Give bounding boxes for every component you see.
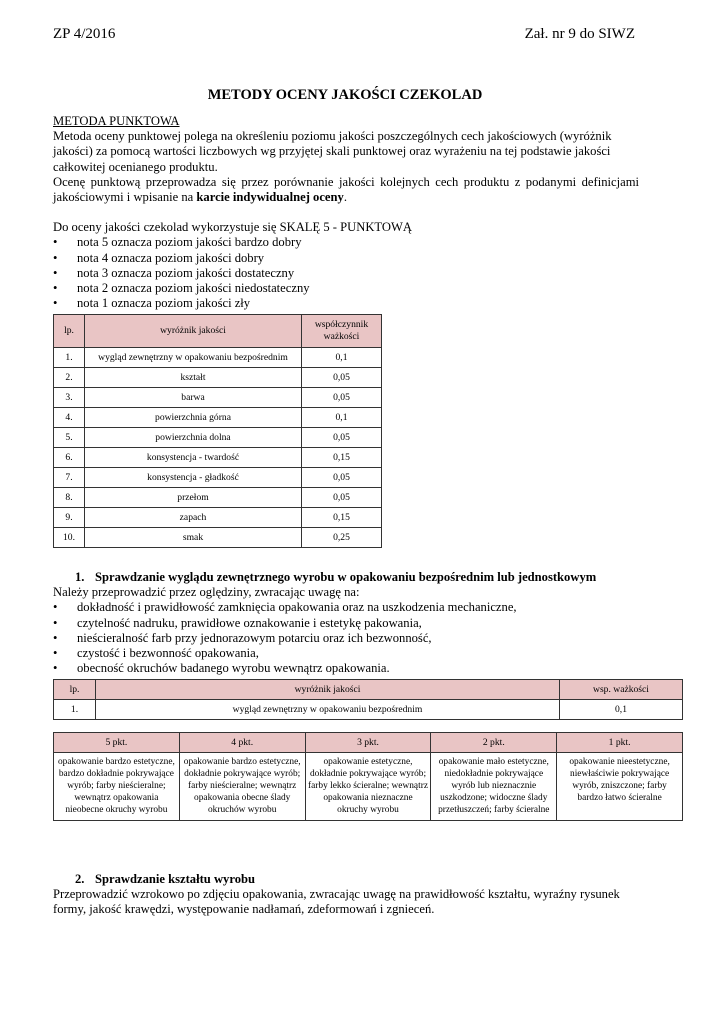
list-item: • nota 5 oznacza poziom jakości bardzo dobry [53,235,639,250]
table-header-row [54,680,683,700]
list-item: • nota 4 oznacza poziom jakości dobry [53,251,639,266]
appearance-weight-table [53,679,683,720]
list-item: • czytelność nadruku, prawidłowe oznakowanie i estetykę pakowania, [53,616,653,631]
section-1-heading: 1. Sprawdzanie wyglądu zewnętrznego wyrobu w opakowaniu bezpośrednim lub jednostkowym [75,570,597,584]
col-lp: lp. [54,680,96,700]
scale-intro: Do oceny jakości czekolad wykorzystuje się SKALĘ 5 - PUNKTOWĄ [53,220,412,235]
grade-2-header: 2 pkt. [431,733,557,753]
table-row: 5. powierzchnia dolna 0,05 [54,428,382,448]
table-row: 1. wygląd zewnętrzny w opakowaniu bezpośrednim 0,1 [54,700,683,720]
method-section [53,114,639,311]
section-1-list [53,600,653,676]
list-item: • nota 3 oznacza poziom jakości dostateczny [53,266,639,281]
grade-3-description: opakowanie estetyczne, dokładnie pokrywające wyrób; farby lekko ścieralne; wewnątrz opakowania nieznaczne okruchy wyrobu [305,753,431,821]
table-row: 9. zapach 0,15 [54,508,382,528]
col-feature: wyróżnik jakości [85,315,302,348]
table-header-row [54,315,382,348]
document-title: METODY OCENY JAKOŚCI CZEKOLAD [207,87,483,103]
header-attachment: Zał. nr 9 do SIWZ [524,26,635,42]
table-header-row [54,733,683,753]
table-row: 7. konsystencja - gładkość 0,05 [54,468,382,488]
table-row: 4. powierzchnia górna 0,1 [54,408,382,428]
list-item: • czystość i bezwonność opakowania, [53,646,653,661]
grade-1-header: 1 pkt. [557,733,683,753]
section-1 [53,570,653,676]
section-2-heading: 2. Sprawdzanie kształtu wyrobu [75,872,256,886]
grade-1-description: opakowanie nieestetyczne, niewłaściwie pokrywające wyrób, zniszczone; farby bardzo łatwo ścieralne [557,753,683,821]
scale-list [53,235,639,311]
col-weight: wsp. ważkości [560,680,683,700]
list-item: • nieścieralność farb przy jednorazowym potarciu oraz ich bezwonność, [53,631,653,646]
method-paragraph-1: Metoda oceny punktowej polega na określeniu poziomu jakości poszczególnych cech jakościowych (wyróżnik jakości) za pomocą wartości liczbowych wg przyjętej skali punktowej oraz wyrażeniu na tej podstawie jakości całkowitej ocenianego produktu. [53,129,612,174]
grade-2-description: opakowanie mało estetyczne, niedokładnie pokrywające wyrób lub nieznacznie uszkodzone; widoczne ślady przetłuszczeń; farby ścieralne [431,753,557,821]
table-row [54,753,683,821]
grade-4-header: 4 pkt. [179,733,305,753]
list-item: • nota 1 oznacza poziom jakości zły [53,296,639,311]
section-2-text: Przeprowadzić wzrokowo po zdjęciu opakowania, zwracając uwagę na prawidłowość kształtu, wyraźny rysunek formy, jakość krawędzi, występowanie nadłamań, zdeformowań i zgnieceń. [53,887,620,917]
grade-3-header: 3 pkt. [305,733,431,753]
method-paragraph-2: Ocenę punktową przeprowadza się przez porównanie jakości kolejnych cech produktu z podanymi definicjami jakościowymi i wpisanie na karcie indywidualnej oceny. [53,174,639,205]
col-lp: lp. [54,315,85,348]
appearance-grades-table [53,732,683,821]
table-row: 6. konsystencja - twardość 0,15 [54,448,382,468]
grade-4-description: opakowanie bardzo estetyczne, dokładnie pokrywające wyrób; farby nieścieralne; wewnątrz opakowania obecne ślady okruchów wyrobu [179,753,305,821]
grade-5-header: 5 pkt. [54,733,180,753]
table-row: 1. wygląd zewnętrzny w opakowaniu bezpośrednim 0,1 [54,348,382,368]
table-row: 2. kształt 0,05 [54,368,382,388]
col-feature: wyróżnik jakości [96,680,560,700]
table-row: 3. barwa 0,05 [54,388,382,408]
list-item: • obecność okruchów badanego wyrobu wewnątrz opakowania. [53,661,653,676]
col-coefficient: współczynnik ważkości [302,315,382,348]
weights-table [53,314,382,548]
method-heading: METODA PUNKTOWA [53,114,180,128]
list-item: • dokładność i prawidłowość zamknięcia opakowania oraz na uszkodzenia mechaniczne, [53,600,653,615]
table-row: 8. przełom 0,05 [54,488,382,508]
section-2 [53,872,653,918]
header-reference: ZP 4/2016 [53,26,116,42]
section-1-intro: Należy przeprowadzić przez oględziny, zwracając uwagę na: [53,585,360,600]
individual-card-emphasis: karcie indywidualnej oceny [196,190,344,205]
table-row: 10. smak 0,25 [54,528,382,548]
list-item: • nota 2 oznacza poziom jakości niedostateczny [53,281,639,296]
grade-5-description: opakowanie bardzo estetyczne, bardzo dokładnie pokrywające wyrób; farby nieścieralne; wewnątrz opakowania nieobecne okruchy wyrobu [54,753,180,821]
